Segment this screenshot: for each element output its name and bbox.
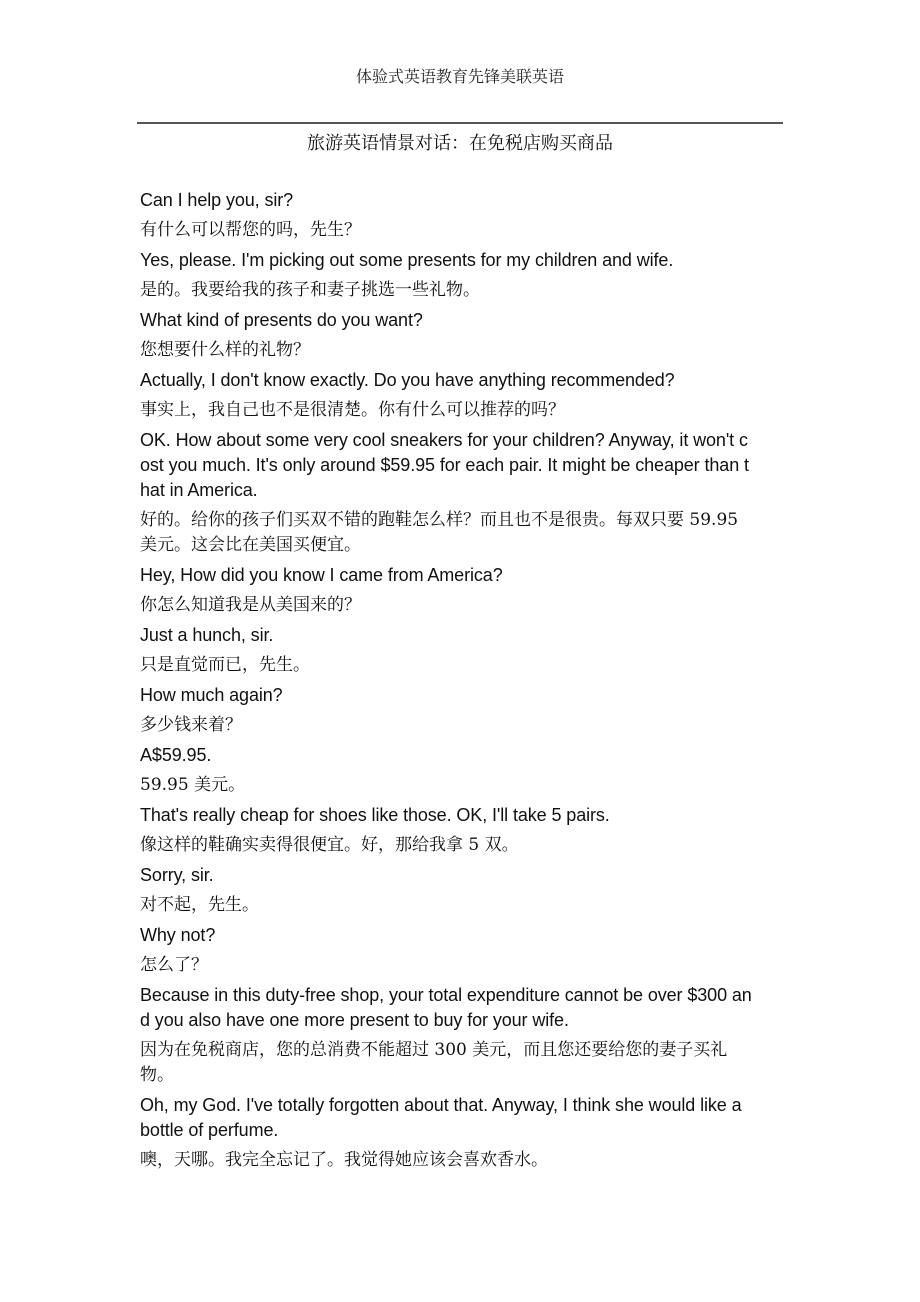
text-line: 因为在免税商店，您的总消费不能超过 300 美元，而且您还要给您的妻子买礼 bbox=[140, 1040, 728, 1060]
chinese-translation bbox=[140, 593, 785, 618]
text-line: 有什么可以帮您的吗，先生？ bbox=[140, 220, 361, 240]
text-line: 像这样的鞋确实卖得很便宜。好，那给我拿 5 双。 bbox=[140, 835, 519, 855]
english-line bbox=[140, 743, 785, 768]
text-line: Just a hunch, sir. bbox=[140, 625, 274, 645]
chinese-translation bbox=[140, 713, 785, 738]
text-line: 好的。给你的孩子们买双不错的跑鞋怎么样？而且也不是很贵。每双只要 59.95 bbox=[140, 510, 739, 530]
page-header: 体验式英语教育先锋美联英语 bbox=[355, 67, 564, 86]
text-line: Hey, How did you know I came from America? bbox=[140, 565, 503, 585]
text-line: How much again? bbox=[140, 685, 283, 705]
text-line: 多少钱来着？ bbox=[140, 715, 242, 735]
text-line: OK. How about some very cool sneakers for your children? Anyway, it won't c bbox=[140, 430, 748, 450]
header-divider bbox=[137, 122, 783, 124]
text-line: Yes, please. I'm picking out some presents for my children and wife. bbox=[140, 250, 674, 270]
text-line: 怎么了？ bbox=[140, 955, 208, 975]
text-line: What kind of presents do you want? bbox=[140, 310, 423, 330]
english-line bbox=[140, 1093, 785, 1143]
english-line bbox=[140, 803, 785, 828]
text-line: Actually, I don't know exactly. Do you have anything recommended? bbox=[140, 370, 675, 390]
english-line bbox=[140, 683, 785, 708]
text-line: 是的。我要给我的孩子和妻子挑选一些礼物。 bbox=[140, 280, 480, 300]
english-line bbox=[140, 428, 785, 503]
english-line bbox=[140, 188, 785, 213]
english-line bbox=[140, 623, 785, 648]
english-line bbox=[140, 983, 785, 1033]
text-line: 事实上，我自己也不是很清楚。你有什么可以推荐的吗？ bbox=[140, 400, 565, 420]
text-line: d you also have one more present to buy for your wife. bbox=[140, 1010, 569, 1030]
chinese-translation bbox=[140, 1148, 785, 1173]
text-line: 59.95 美元。 bbox=[140, 775, 246, 795]
text-line: Oh, my God. I've totally forgotten about that. Anyway, I think she would like a bbox=[140, 1095, 742, 1115]
text-line: 只是直觉而已，先生。 bbox=[140, 655, 310, 675]
chinese-translation bbox=[140, 508, 785, 558]
text-line: A$59.95. bbox=[140, 745, 212, 765]
text-line: 您想要什么样的礼物？ bbox=[140, 340, 310, 360]
text-line: 美元。这会比在美国买便宜。 bbox=[140, 535, 361, 555]
text-line: 你怎么知道我是从美国来的？ bbox=[140, 595, 361, 615]
chinese-translation bbox=[140, 218, 785, 243]
chinese-translation bbox=[140, 773, 785, 798]
text-line: Because in this duty-free shop, your total expenditure cannot be over $300 an bbox=[140, 985, 752, 1005]
text-line: hat in America. bbox=[140, 480, 258, 500]
english-line bbox=[140, 563, 785, 588]
english-line bbox=[140, 863, 785, 888]
chinese-translation bbox=[140, 953, 785, 978]
chinese-translation bbox=[140, 833, 785, 858]
document-title: 旅游英语情景对话：在免税店购买商品 bbox=[307, 133, 613, 154]
chinese-translation bbox=[140, 278, 785, 303]
chinese-translation bbox=[140, 398, 785, 423]
text-line: 对不起，先生。 bbox=[140, 895, 259, 915]
chinese-translation bbox=[140, 893, 785, 918]
text-line: 物。 bbox=[140, 1065, 174, 1085]
english-line bbox=[140, 308, 785, 333]
text-line: bottle of perfume. bbox=[140, 1120, 279, 1140]
text-line: Why not? bbox=[140, 925, 216, 945]
dialogue-body bbox=[140, 188, 785, 1178]
text-line: Sorry, sir. bbox=[140, 865, 214, 885]
chinese-translation bbox=[140, 653, 785, 678]
chinese-translation bbox=[140, 338, 785, 363]
english-line bbox=[140, 923, 785, 948]
english-line bbox=[140, 368, 785, 393]
text-line: 噢，天哪。我完全忘记了。我觉得她应该会喜欢香水。 bbox=[140, 1150, 548, 1170]
text-line: That's really cheap for shoes like those. OK, I'll take 5 pairs. bbox=[140, 805, 610, 825]
chinese-translation bbox=[140, 1038, 785, 1088]
text-line: ost you much. It's only around $59.95 for each pair. It might be cheaper than t bbox=[140, 455, 749, 475]
text-line: Can I help you, sir? bbox=[140, 190, 294, 210]
english-line bbox=[140, 248, 785, 273]
